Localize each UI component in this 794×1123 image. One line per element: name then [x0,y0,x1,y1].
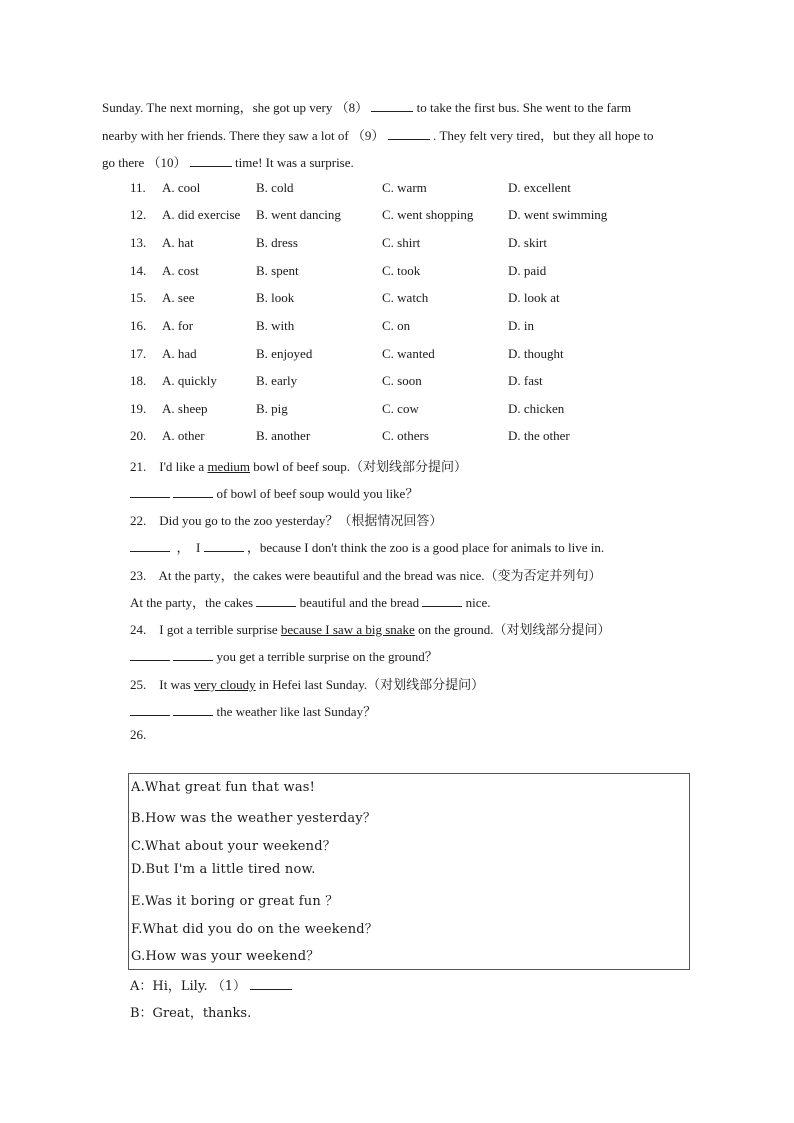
option-a[interactable]: A. for [162,318,194,333]
answer-text: of bowl of beef soup would you like？ [216,486,419,501]
dialogue-line-a [130,975,292,994]
option-d[interactable]: D. the other [508,428,570,443]
question-text: I'd like a [159,459,208,474]
answer-text: At the party，the cakes [130,595,254,610]
answer-blank-1[interactable] [250,977,292,990]
question-number: 20. [130,428,147,443]
question-text: It was [159,677,194,692]
option-c[interactable]: C. wanted [382,346,435,361]
answer-blank[interactable] [173,485,213,498]
question-number: 14. [130,263,147,278]
option-d[interactable]: D. went swimming [508,207,608,222]
passage-line-1 [102,97,631,116]
question-number: 12. [130,207,147,222]
question-number: 17. [130,346,147,361]
passage-text: time! It was a surprise. [234,155,354,170]
answer-line-25 [130,701,376,720]
passage-text: Sunday. The next morning，she got up very （8） [102,100,369,115]
question-text: on the ground.（对划线部分提问） [414,622,611,637]
option-b[interactable]: B. pig [256,401,288,416]
question-number: 16. [130,318,147,333]
answer-line-23 [130,592,491,611]
option-a[interactable]: A. cost [162,263,199,278]
answer-text: ，because I don't think the zoo is a good place for animals to live in. [246,540,605,555]
option-d[interactable]: D. thought [508,346,564,361]
question-number: 11. [130,180,146,195]
option-d[interactable]: D. look at [508,290,560,305]
option-b[interactable]: B. look [256,290,295,305]
option-item: F.What did you do on the weekend？ [131,922,378,937]
dialogue-line-b [130,1002,251,1021]
question-text: Did you go to the zoo yesterday？（根据情况回答） [159,513,443,528]
answer-text: nice. [465,595,491,610]
option-item: A.What great fun that was! [131,780,316,795]
answer-blank[interactable] [130,703,170,716]
option-c[interactable]: C. soon [382,373,422,388]
choice-row [130,428,690,448]
question-number: 15. [130,290,147,305]
answer-blank[interactable] [130,539,170,552]
option-a[interactable]: A. had [162,346,197,361]
question-number: 21. [130,459,147,474]
question-number: 26. [130,727,147,742]
option-c[interactable]: C. cow [382,401,419,416]
question-number: 23. [130,568,147,583]
choice-row [130,290,690,310]
answer-blank-8[interactable] [371,99,413,112]
question-text: in Hefei last Sunday.（对划线部分提问） [255,677,485,692]
option-d[interactable]: D. fast [508,373,543,388]
option-item: C.What about your weekend？ [131,839,336,854]
question-number: 25. [130,677,147,692]
option-d[interactable]: D. paid [508,263,547,278]
passage-text: go there （10） [102,155,187,170]
answer-blank[interactable] [422,594,462,607]
option-a[interactable]: A. hat [162,235,194,250]
question-23 [130,565,602,584]
answer-line-24 [130,646,438,665]
question-number: 19. [130,401,147,416]
option-d[interactable]: D. chicken [508,401,565,416]
option-item: E.Was it boring or great fun ？ [131,894,339,909]
option-b[interactable]: B. enjoyed [256,346,313,361]
passage-text: nearby with her friends. There they saw a lot of （9） [102,128,385,143]
option-c[interactable]: C. warm [382,180,427,195]
option-a[interactable]: A. sheep [162,401,208,416]
answer-blank-10[interactable] [190,154,232,167]
option-b[interactable]: B. spent [256,263,299,278]
answer-text: I [196,540,201,555]
dialogue-text: B：Great，thanks. [130,1006,252,1021]
option-a[interactable]: A. cool [162,180,201,195]
answer-blank-9[interactable] [388,127,430,140]
question-26 [130,727,146,743]
option-b[interactable]: B. went dancing [256,207,341,222]
option-a[interactable]: A. did exercise [162,207,241,222]
option-c[interactable]: C. others [382,428,429,443]
dialogue-text: A：Hi，Lily. （1） [130,979,246,994]
passage-text: to take the first bus. She went to the farm [416,100,632,115]
option-c[interactable]: C. watch [382,290,429,305]
option-item: D.But I'm a little tired now. [131,862,316,877]
answer-text: ， [176,540,190,555]
question-text: At the party，the cakes were beautiful and the bread was nice.（变为否定并列句） [158,568,602,583]
question-number: 18. [130,373,147,388]
answer-blank[interactable] [173,648,213,661]
choice-row [130,180,690,200]
question-22 [130,510,442,529]
option-b[interactable]: B. early [256,373,298,388]
question-text: bowl of beef soup.（对划线部分提问） [250,459,468,474]
answer-blank[interactable] [256,594,296,607]
option-c[interactable]: C. shirt [382,235,421,250]
answer-blank[interactable] [130,648,170,661]
question-24 [130,619,611,638]
underlined-text: very cloudy [193,677,256,692]
option-d[interactable]: D. skirt [508,235,547,250]
answer-blank[interactable] [130,485,170,498]
option-c[interactable]: C. on [382,318,411,333]
question-text: I got a terrible surprise [159,622,281,637]
option-b[interactable]: B. cold [256,180,294,195]
answer-text: beautiful and the bread [299,595,420,610]
question-21 [130,456,467,475]
passage-line-3 [102,152,354,171]
question-25 [130,674,484,693]
answer-blank[interactable] [204,539,244,552]
choice-row [130,373,690,393]
underlined-text: medium [207,459,251,474]
option-b[interactable]: B. dress [256,235,298,250]
options-box [128,773,690,970]
answer-blank[interactable] [173,703,213,716]
option-item: G.How was your weekend？ [131,949,320,964]
choice-row [130,318,690,338]
question-number: 22. [130,513,147,528]
choice-row [130,235,690,255]
choice-row [130,346,690,366]
option-b[interactable]: B. with [256,318,295,333]
option-a[interactable]: A. quickly [162,373,217,388]
choice-row [130,263,690,283]
passage-text: . They felt very tired，but they all hope to [432,128,654,143]
option-a[interactable]: A. see [162,290,195,305]
answer-line-21 [130,483,418,502]
option-item: B.How was the weather yesterday？ [131,811,377,826]
option-d[interactable]: D. excellent [508,180,571,195]
choice-row [130,207,690,227]
answer-line-22 [130,537,604,556]
option-d[interactable]: D. in [508,318,534,333]
answer-text: the weather like last Sunday？ [216,704,377,719]
option-c[interactable]: C. took [382,263,421,278]
question-number: 13. [130,235,147,250]
option-b[interactable]: B. another [256,428,311,443]
underlined-text: because I saw a big snake [280,622,415,637]
question-number: 24. [130,622,147,637]
passage-line-2 [102,125,654,144]
choice-row [130,401,690,421]
option-c[interactable]: C. went shopping [382,207,474,222]
answer-text: you get a terrible surprise on the ground？ [216,649,438,664]
option-a[interactable]: A. other [162,428,205,443]
